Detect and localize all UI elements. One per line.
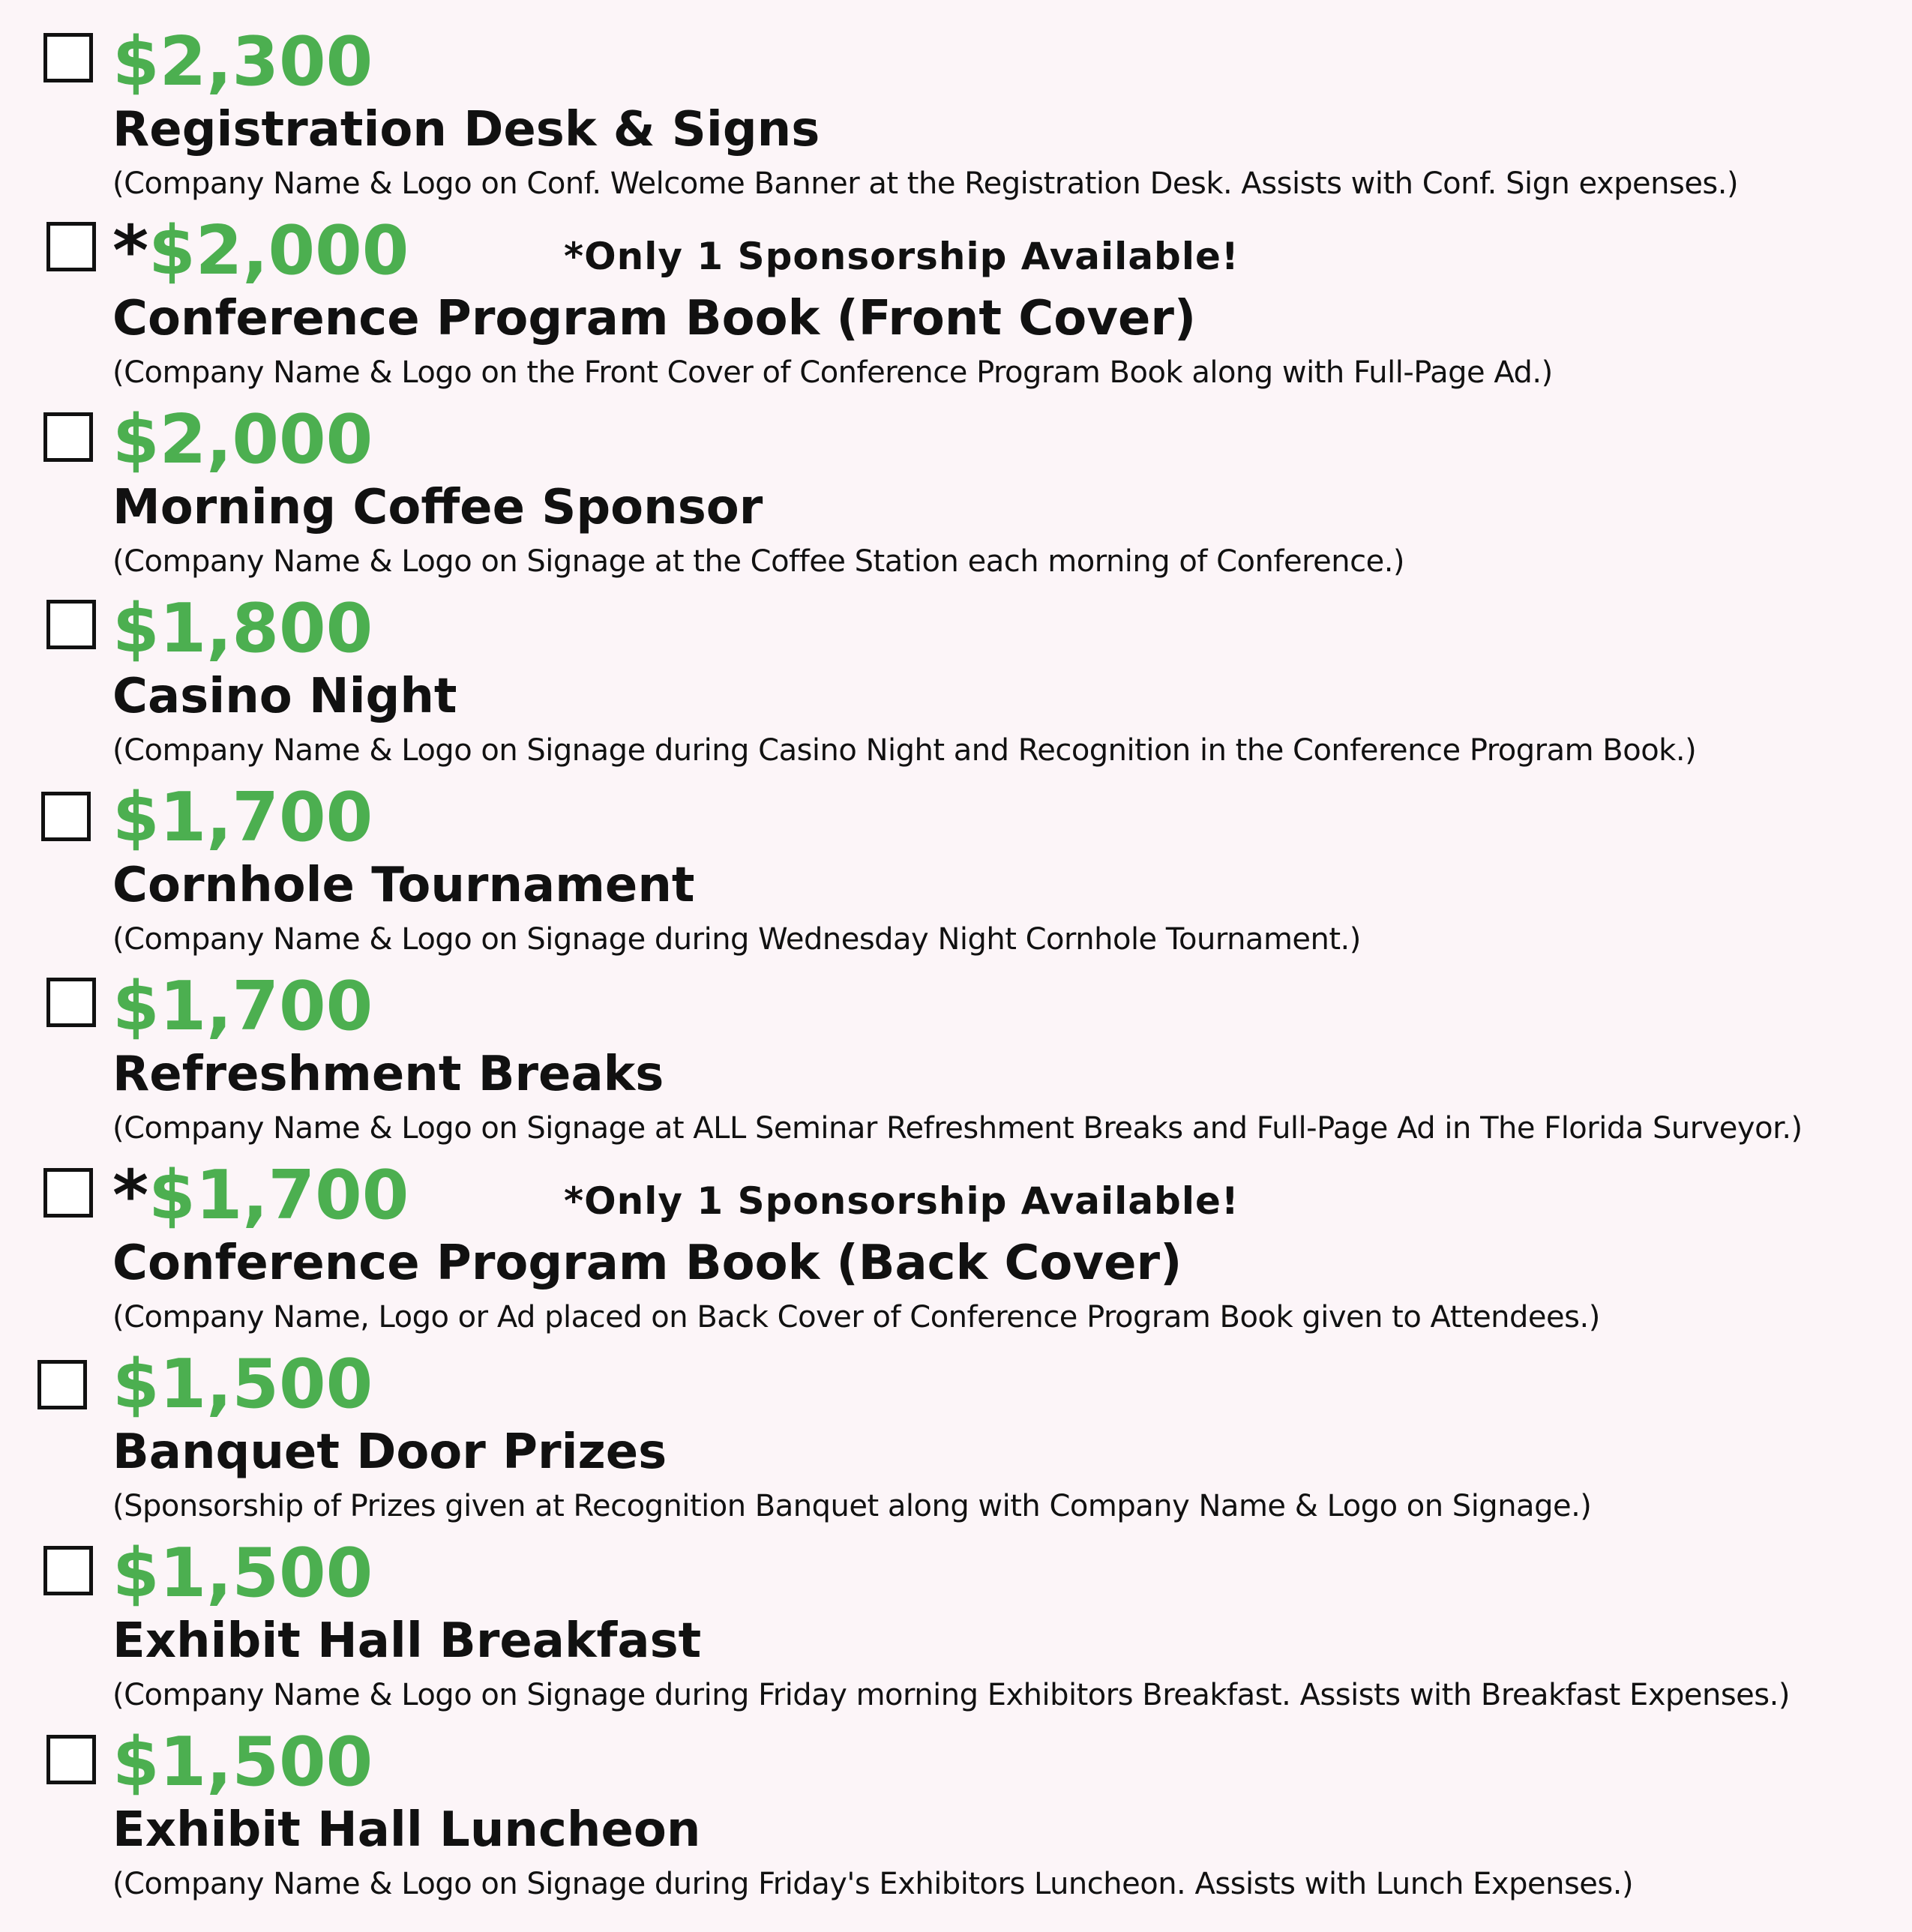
price-amount: $1,800	[112, 589, 373, 668]
sponsorship-description: (Company Name & Logo on the Front Cover of Conference Program Book along with Full-Page Ad.)	[112, 355, 1553, 390]
sponsorship-title: Exhibit Hall Luncheon	[112, 1802, 701, 1858]
sponsorship-title: Casino Night	[112, 669, 457, 724]
price-row	[112, 210, 409, 292]
sponsorship-title: Conference Program Book (Back Cover)	[112, 1236, 1182, 1291]
sponsorship-checkbox[interactable]	[43, 33, 93, 82]
sponsorship-item	[0, 1721, 1912, 1910]
sponsorship-title: Morning Coffee Sponsor	[112, 480, 763, 535]
sponsorship-description: (Company Name, Logo or Ad placed on Back Cover of Conference Program Book given to Attendees.)	[112, 1300, 1600, 1334]
sponsorship-title: Banquet Door Prizes	[112, 1424, 667, 1480]
price-row	[112, 966, 373, 1048]
sponsorship-item	[0, 1343, 1912, 1532]
sponsorship-description: (Company Name & Logo on Signage during Casino Night and Recognition in the Conference Program Book.)	[112, 733, 1697, 768]
sponsorship-description: (Company Name & Logo on Signage during Friday morning Exhibitors Breakfast. Assists with Breakfast Expenses.)	[112, 1678, 1790, 1712]
price-amount: $2,000	[148, 211, 409, 290]
sponsorship-item	[0, 777, 1912, 966]
sponsorship-checkbox[interactable]	[43, 1168, 93, 1218]
sponsorship-checkbox[interactable]	[43, 1546, 93, 1595]
price-row	[112, 1532, 373, 1615]
price-row	[112, 21, 373, 103]
sponsorship-description: (Company Name & Logo on Signage at ALL Seminar Refreshment Breaks and Full-Page Ad in The Florida Surveyor.)	[112, 1111, 1803, 1146]
sponsorship-checkbox[interactable]	[46, 1735, 96, 1784]
price-amount: $1,500	[112, 1345, 373, 1424]
price-row	[112, 777, 373, 859]
sponsorship-description: (Company Name & Logo on Signage at the Coffee Station each morning of Conference.)	[112, 544, 1405, 579]
price-amount: $1,700	[112, 778, 373, 857]
price-amount: $2,300	[112, 22, 373, 101]
price-row	[112, 1721, 373, 1804]
sponsorship-checkbox[interactable]	[46, 600, 96, 649]
sponsorship-item	[0, 588, 1912, 777]
sponsorship-title: Exhibit Hall Breakfast	[112, 1613, 702, 1669]
sponsorship-title: Cornhole Tournament	[112, 858, 695, 913]
price-amount: $1,700	[148, 1156, 409, 1235]
sponsorship-description: (Company Name & Logo on Signage during Wednesday Night Cornhole Tournament.)	[112, 922, 1361, 957]
price-row	[112, 399, 373, 481]
sponsorship-item	[0, 1532, 1912, 1721]
price-amount: $2,000	[112, 400, 373, 479]
sponsorship-title: Refreshment Breaks	[112, 1047, 664, 1102]
price-row	[112, 588, 373, 670]
sponsorship-description: (Company Name & Logo on Signage during Friday's Exhibitors Luncheon. Assists with Lunch Expenses.)	[112, 1867, 1634, 1901]
sponsorship-description: (Company Name & Logo on Conf. Welcome Banner at the Registration Desk. Assists with Conf. Sign expenses.)	[112, 166, 1739, 201]
price-row	[112, 1155, 409, 1237]
sponsorship-checkbox[interactable]	[46, 222, 96, 271]
sponsorship-checkbox[interactable]	[43, 412, 93, 462]
sponsorship-title: Registration Desk & Signs	[112, 102, 820, 157]
sponsorship-item	[0, 210, 1912, 399]
asterisk-mark: *	[112, 211, 149, 291]
price-row	[112, 1343, 373, 1426]
sponsorship-checkbox[interactable]	[41, 792, 91, 841]
sponsorship-item	[0, 21, 1912, 210]
sponsorship-checkbox[interactable]	[37, 1360, 87, 1409]
sponsorship-checkbox[interactable]	[46, 978, 96, 1027]
availability-note: *Only 1 Sponsorship Available!	[564, 1179, 1239, 1223]
availability-note: *Only 1 Sponsorship Available!	[564, 235, 1239, 278]
sponsorship-item	[0, 399, 1912, 588]
sponsorship-item	[0, 1155, 1912, 1343]
asterisk-mark: *	[112, 1155, 149, 1236]
sponsorship-description: (Sponsorship of Prizes given at Recognition Banquet along with Company Name & Logo on Signage.)	[112, 1489, 1592, 1523]
price-amount: $1,500	[112, 1534, 373, 1613]
sponsorship-item	[0, 966, 1912, 1155]
price-amount: $1,700	[112, 967, 373, 1046]
sponsorship-title: Conference Program Book (Front Cover)	[112, 291, 1197, 346]
price-amount: $1,500	[112, 1723, 373, 1802]
